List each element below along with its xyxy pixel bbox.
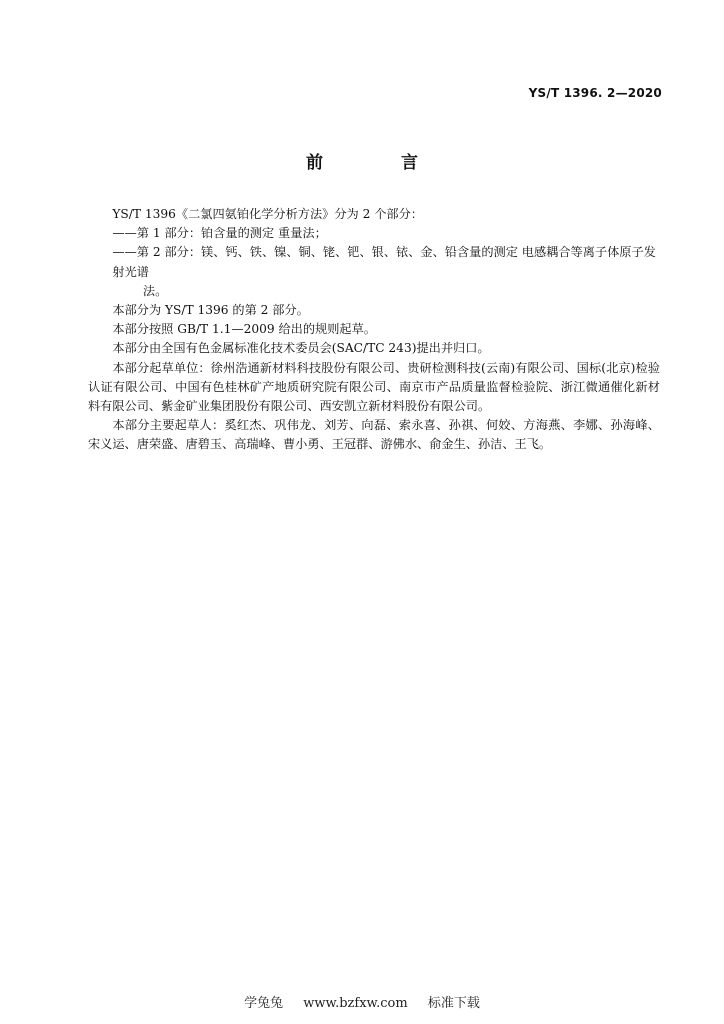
- part-2-item: [88, 243, 660, 301]
- drafting-units: 本部分起草单位：徐州浩通新材料科技股份有限公司、贵研检测科技(云南)有限公司、国标(北京)检验认证有限公司、中国有色桂林矿产地质研究院有限公司、南京市产品质量监督检验院、浙江微通催化新材料有限公司、紫金矿业集团股份有限公司、西安凯立新材料股份有限公司。: [88, 360, 660, 414]
- drafting-rules: 本部分按照 GB/T 1.1—2009 给出的规则起草。: [112, 322, 376, 337]
- drafters: 本部分主要起草人：奚红杰、巩伟龙、刘芳、向磊、索永喜、孙祺、何姣、方海燕、李娜、孙海峰、宋义运、唐荣盛、唐碧玉、高瑞峰、曹小勇、王冠群、游佛水、俞金生、孙洁、王飞。: [88, 418, 660, 452]
- footer: [0, 992, 724, 1011]
- proposer-statement: 本部分由全国有色金属标准化技术委员会(SAC/TC 243)提出并归口。: [112, 341, 490, 356]
- part-2-item-line2: 法。: [142, 283, 168, 298]
- footer-site-name: 学兔兔: [244, 996, 284, 1011]
- footer-label: 标准下载: [427, 996, 480, 1011]
- part-2-item-line1: ——第 2 部分：镁、钙、铁、镍、铜、铑、钯、银、铱、金、铅含量的测定 电感耦合等离子体原子发射光谱: [112, 245, 656, 279]
- page-title: 前 言: [306, 153, 454, 173]
- footer-url[interactable]: www.bzfxw.com: [303, 996, 408, 1011]
- standard-code: YS/T 1396. 2—2020: [528, 86, 662, 100]
- part-statement: 本部分为 YS/T 1396 的第 2 部分。: [112, 303, 309, 318]
- part-1-item: ——第 1 部分：铂含量的测定 重量法；: [112, 226, 327, 241]
- intro-paragraph: YS/T 1396《二氯四氨铂化学分析方法》分为 2 个部分：: [112, 207, 423, 221]
- foreword-body: [88, 205, 660, 455]
